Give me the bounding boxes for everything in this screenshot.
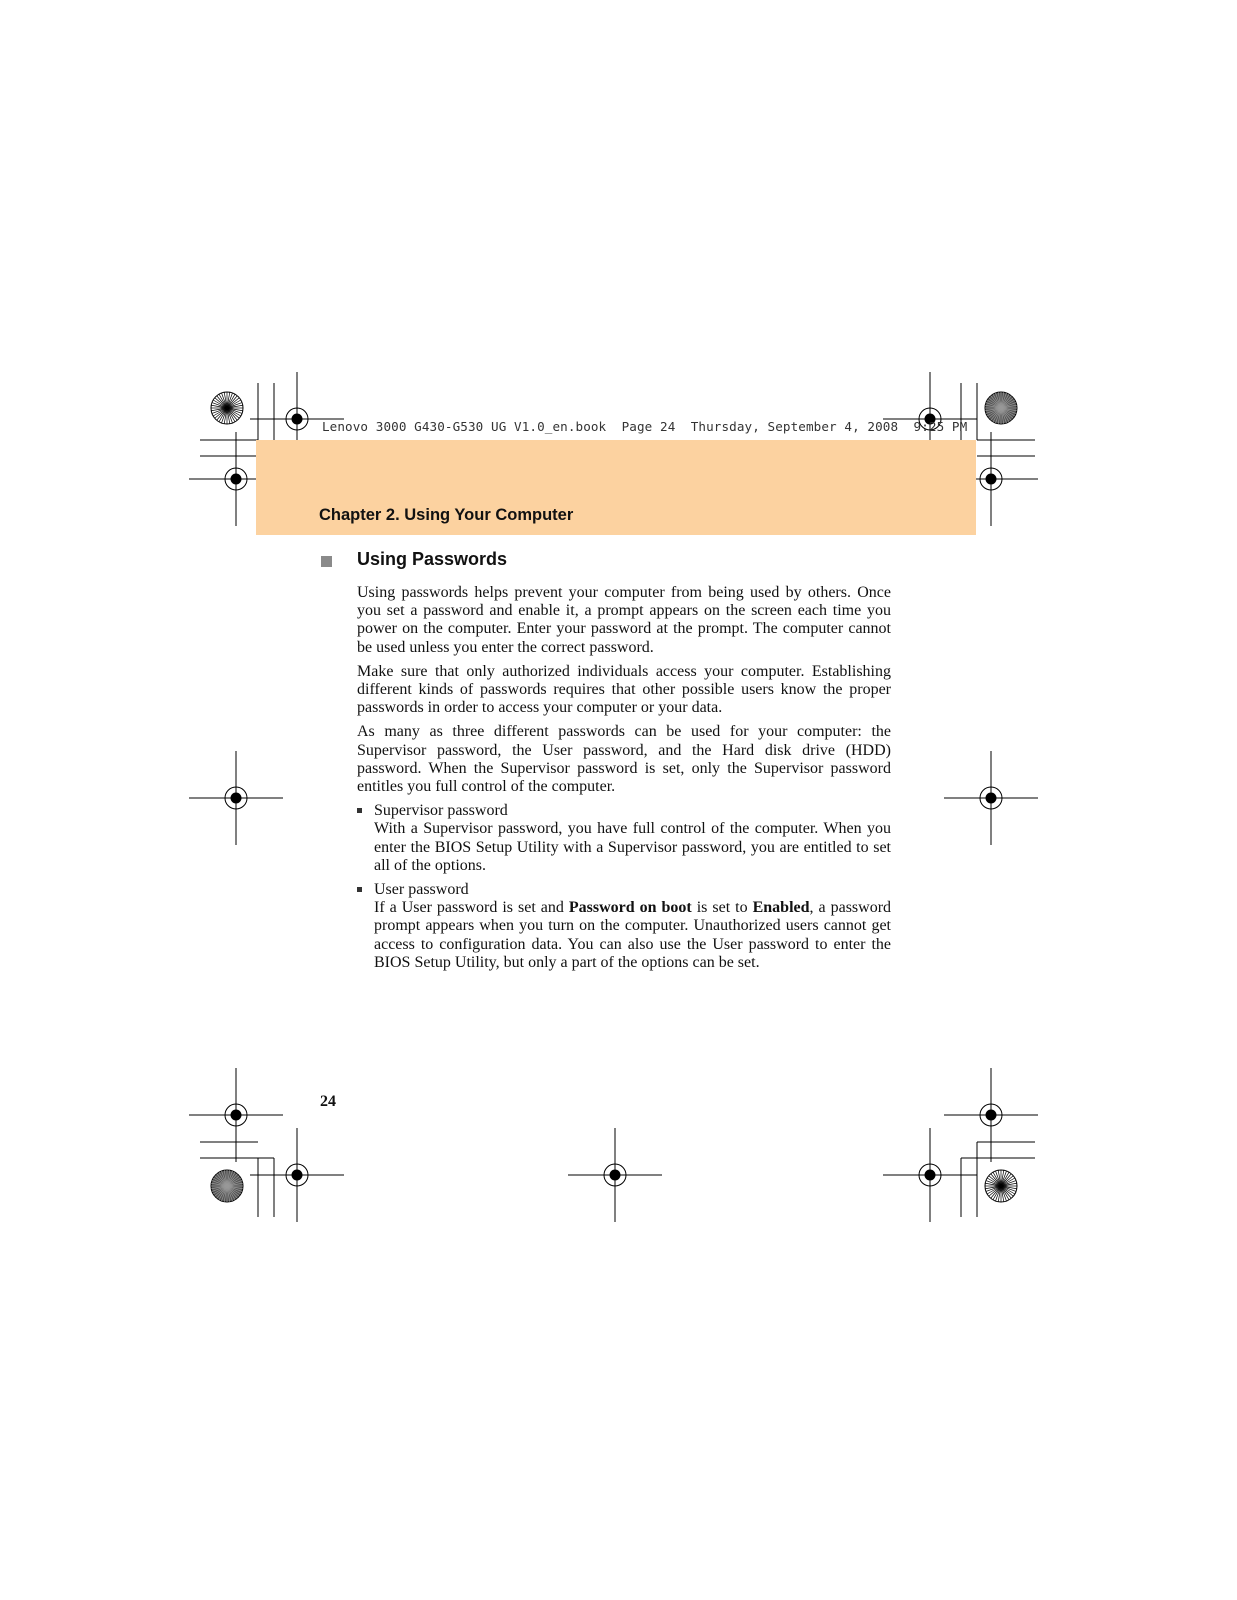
paragraph-password-types: As many as three different passwords can be used for your computer: the Supervisor password, the User password, and the Hard disk drive (HDD) password. When the Supervisor password is set, only the Supervisor password entitles you full control of the computer. xyxy=(357,723,891,796)
chapter-header-band xyxy=(256,440,976,535)
list-item-supervisor xyxy=(357,802,891,875)
chapter-title: Chapter 2. Using Your Computer xyxy=(319,506,574,524)
password-list xyxy=(357,802,891,972)
registration-mark-icon xyxy=(944,751,1038,845)
registration-mark-icon xyxy=(189,751,283,845)
section-title: Using Passwords xyxy=(357,549,508,569)
registration-mark-icon xyxy=(189,1068,283,1162)
paragraph-authorized: Make sure that only authorized individuals access your computer. Establishing different kinds of passwords requires that other possible users know the proper passwords in order to access your computer or your data. xyxy=(357,662,891,717)
bullet-icon xyxy=(357,887,362,892)
setting-value: Enabled xyxy=(752,899,810,917)
list-item-title: User password xyxy=(374,881,469,899)
bullet-icon xyxy=(357,808,362,813)
paragraph-intro: Using passwords helps prevent your computer from being used by others. Once you set a password and enable it, a prompt appears on the screen each time you power on the computer. Enter your password at the prompt. The computer cannot be used unless you enter the correct password. xyxy=(357,584,891,656)
registration-mark-icon xyxy=(883,1128,977,1222)
list-item-title: Supervisor password xyxy=(374,802,508,820)
book-slug-line: Lenovo 3000 G430-G530 UG V1.0_en.book Page 24 Thursday, September 4, 2008 9:25 PM xyxy=(322,419,968,434)
setting-name: Password on boot xyxy=(568,899,692,917)
registration-mark-icon xyxy=(944,1068,1038,1162)
color-bar-circle-icon xyxy=(211,1170,243,1202)
page-number: 24 xyxy=(320,1093,336,1110)
list-item-description: With a Supervisor password, you have full control of the computer. When you enter the BIOS Setup Utility with a Supervisor password, you are entitled to set all of the options. xyxy=(374,820,891,874)
color-bar-circle-icon xyxy=(985,392,1017,424)
color-bar-circle-icon xyxy=(211,392,243,424)
list-item-description: If a User password is set and Password on boot is set to Enabled, a password prompt appears when you turn on the computer. Unauthorized users cannot get access to configuration data. You can also use the User password to enter the BIOS Setup Utility, but only a part of the options can be set. xyxy=(374,899,892,971)
color-bar-circle-icon xyxy=(985,1170,1017,1202)
section-marker-icon xyxy=(321,556,332,567)
registration-mark-icon xyxy=(250,1128,344,1222)
list-item-user xyxy=(357,881,891,972)
body-text xyxy=(357,584,891,978)
registration-mark-icon xyxy=(568,1128,662,1222)
